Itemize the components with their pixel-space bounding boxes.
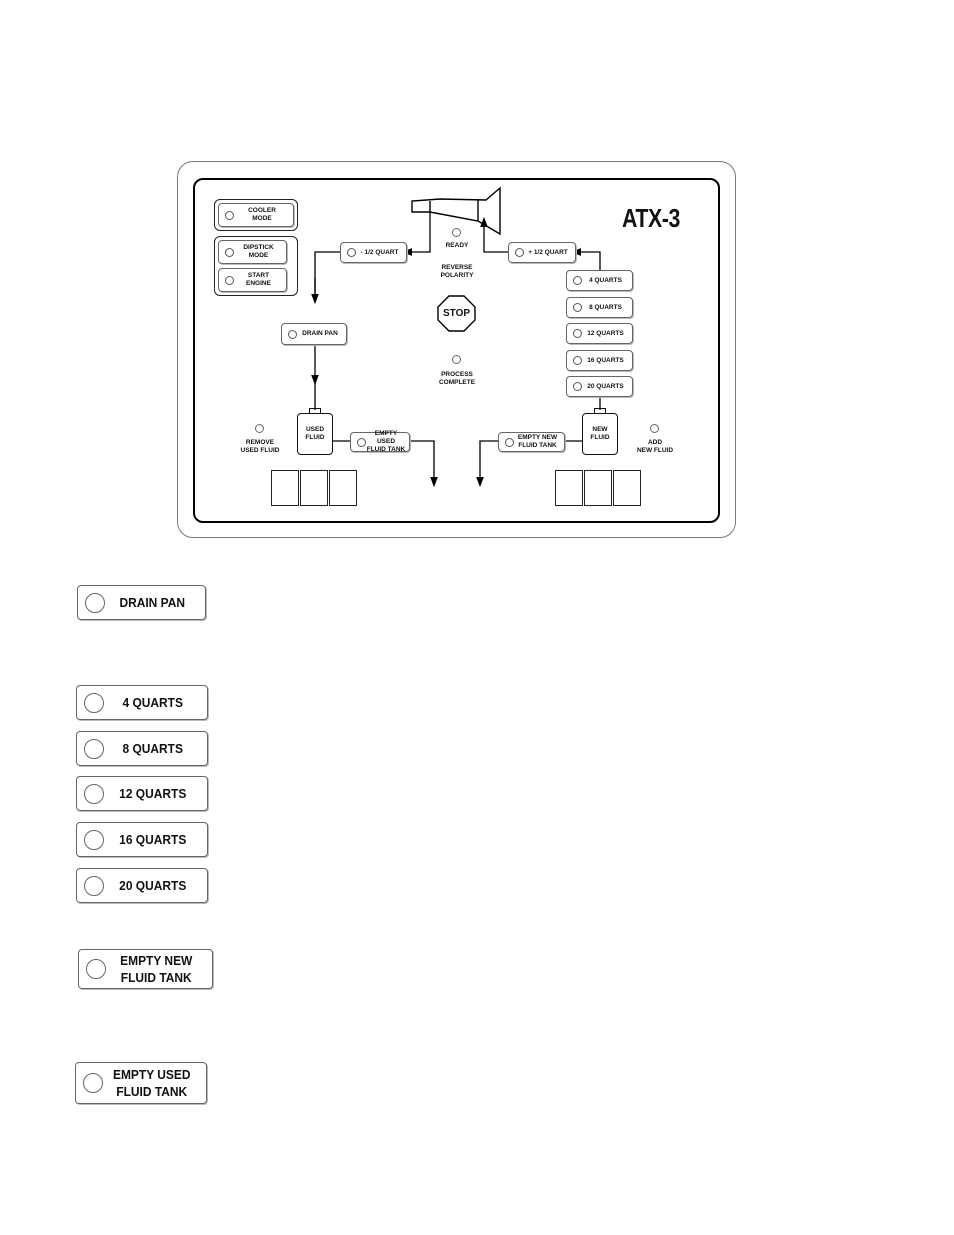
drain-pan-button[interactable]: DRAIN PAN: [281, 323, 347, 345]
legend-empty-new-fluid-tank-button[interactable]: EMPTY NEW FLUID TANK: [78, 949, 213, 989]
start-engine-button[interactable]: START ENGINE: [218, 268, 287, 292]
new-fluid-display: [555, 470, 642, 506]
display-digit: [271, 470, 299, 506]
process-complete-label: PROCESS COMPLETE: [438, 371, 476, 386]
display-digit: [555, 470, 583, 506]
legend-empty-used-fluid-tank-button[interactable]: EMPTY USED FLUID TANK: [75, 1062, 207, 1104]
empty-new-fluid-tank-button[interactable]: EMPTY NEW FLUID TANK: [498, 432, 565, 452]
dipstick-mode-button[interactable]: DIPSTICK MODE: [218, 240, 287, 264]
led-indicator: [84, 830, 104, 850]
reverse-polarity-label: REVERSE POLARITY: [440, 264, 474, 279]
legend-quarts-8-button[interactable]: 8 QUARTS: [76, 731, 208, 766]
add-new-fluid-label: ADD NEW FLUID: [636, 439, 674, 454]
new-fluid-bottle: NEW FLUID: [582, 413, 618, 455]
quarts-8-button[interactable]: 8 QUARTS: [566, 297, 633, 318]
panel-title: ATX-3: [622, 203, 680, 233]
minus-half-quart-button[interactable]: - 1/2 QUART: [340, 242, 407, 263]
display-digit: [584, 470, 612, 506]
remove-used-fluid-label: REMOVE USED FLUID: [240, 439, 280, 454]
legend-quarts-4-button[interactable]: 4 QUARTS: [76, 685, 208, 720]
led-indicator: [83, 1073, 103, 1093]
led-indicator: [85, 593, 105, 613]
led-indicator: [84, 739, 104, 759]
led-indicator: [86, 959, 106, 979]
stop-button[interactable]: STOP: [442, 308, 471, 319]
display-digit: [300, 470, 328, 506]
legend-quarts-12-button[interactable]: 12 QUARTS: [76, 776, 208, 811]
led-indicator: [84, 876, 104, 896]
led-indicator: [84, 784, 104, 804]
used-fluid-display: [271, 470, 358, 506]
quarts-16-button[interactable]: 16 QUARTS: [566, 350, 633, 371]
quarts-20-button[interactable]: 20 QUARTS: [566, 376, 633, 397]
cooler-mode-button[interactable]: COOLER MODE: [218, 203, 294, 227]
legend-quarts-16-button[interactable]: 16 QUARTS: [76, 822, 208, 857]
led-indicator: [84, 693, 104, 713]
ready-label: READY: [445, 242, 469, 249]
empty-used-fluid-tank-button[interactable]: EMPTY USED FLUID TANK: [350, 432, 410, 452]
plus-half-quart-button[interactable]: + 1/2 QUART: [508, 242, 576, 263]
legend-quarts-20-button[interactable]: 20 QUARTS: [76, 868, 208, 903]
display-digit: [613, 470, 641, 506]
quarts-4-button[interactable]: 4 QUARTS: [566, 270, 633, 291]
display-digit: [329, 470, 357, 506]
legend-drain-pan-button[interactable]: DRAIN PAN: [77, 585, 206, 620]
used-fluid-bottle: USED FLUID: [297, 413, 333, 455]
quarts-12-button[interactable]: 12 QUARTS: [566, 323, 633, 344]
